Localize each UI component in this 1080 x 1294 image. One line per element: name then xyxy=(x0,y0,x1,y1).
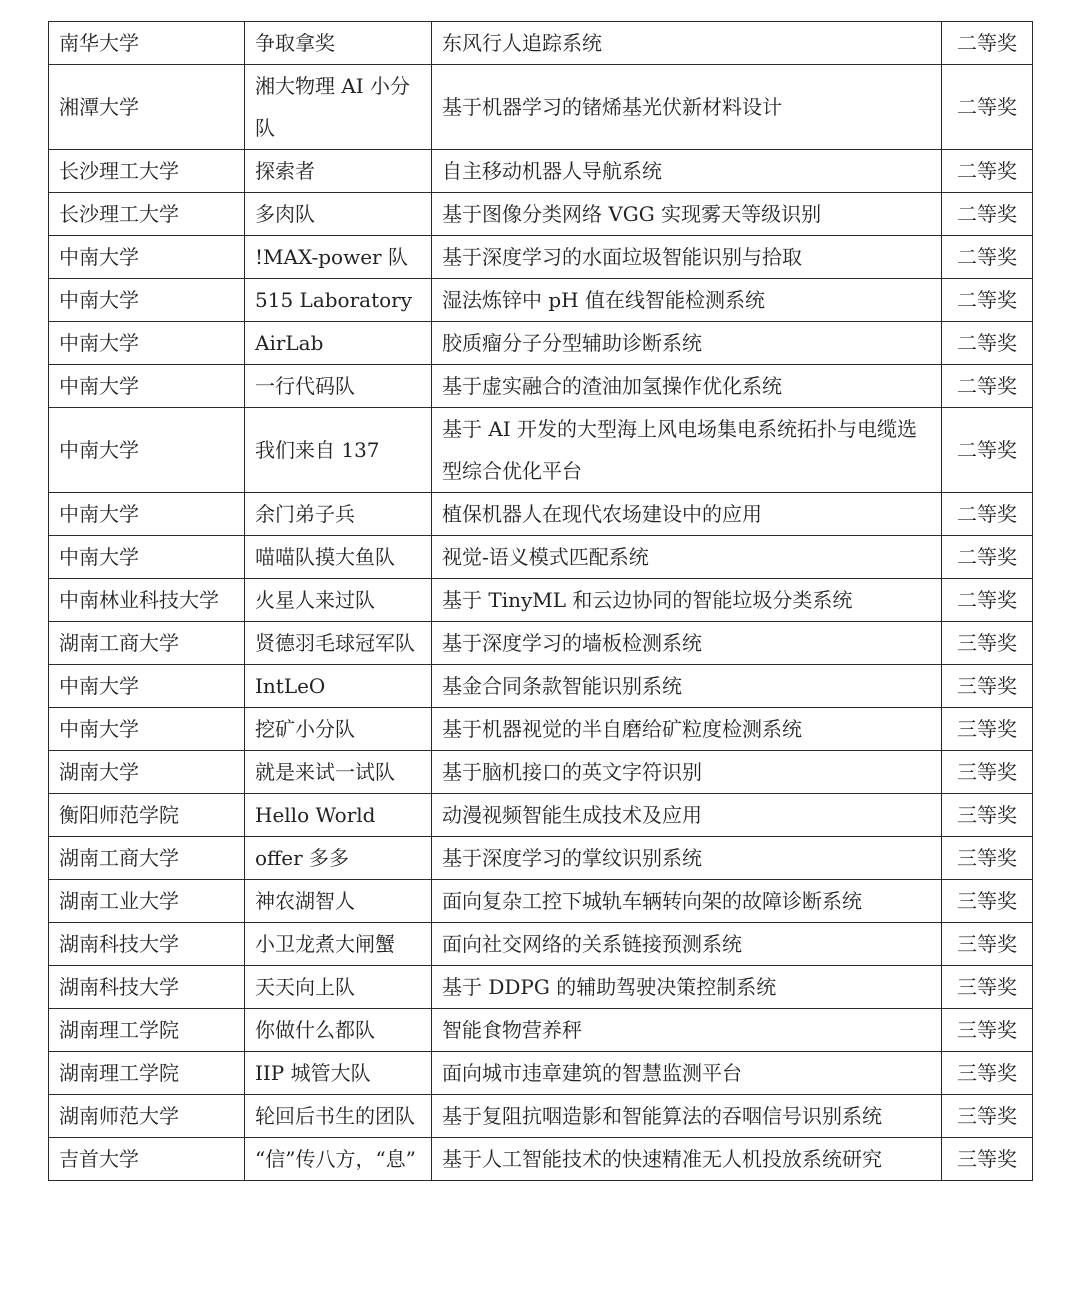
team-cell: 515 Laboratory xyxy=(245,279,432,322)
table-row xyxy=(49,408,1033,493)
school-cell: 中南大学 xyxy=(49,236,245,279)
table-row xyxy=(49,493,1033,536)
award-cell: 二等奖 xyxy=(942,193,1033,236)
school-cell: 湖南大学 xyxy=(49,751,245,794)
project-cell: 东风行人追踪系统 xyxy=(432,22,942,65)
award-cell: 三等奖 xyxy=(942,1095,1033,1138)
school-cell: 中南大学 xyxy=(49,708,245,751)
award-cell: 二等奖 xyxy=(942,22,1033,65)
project-cell: 基于机器学习的锗烯基光伏新材料设计 xyxy=(432,65,942,150)
team-cell: 喵喵队摸大鱼队 xyxy=(245,536,432,579)
team-cell: 贤德羽毛球冠军队 xyxy=(245,622,432,665)
school-cell: 中南大学 xyxy=(49,408,245,493)
school-cell: 湖南工商大学 xyxy=(49,837,245,880)
team-cell: 轮回后书生的团队 xyxy=(245,1095,432,1138)
award-cell: 二等奖 xyxy=(942,493,1033,536)
table-row xyxy=(49,794,1033,837)
award-cell: 三等奖 xyxy=(942,665,1033,708)
award-cell: 三等奖 xyxy=(942,794,1033,837)
team-cell: “信”传八方，“息” xyxy=(245,1138,432,1181)
table-row xyxy=(49,1138,1033,1181)
school-cell: 中南林业科技大学 xyxy=(49,579,245,622)
project-cell: 基于 TinyML 和云边协同的智能垃圾分类系统 xyxy=(432,579,942,622)
table-row xyxy=(49,1095,1033,1138)
school-cell: 湘潭大学 xyxy=(49,65,245,150)
team-cell: 一行代码队 xyxy=(245,365,432,408)
awards-table xyxy=(48,21,1033,1181)
school-cell: 湖南科技大学 xyxy=(49,966,245,1009)
table-row xyxy=(49,665,1033,708)
team-cell: 争取拿奖 xyxy=(245,22,432,65)
team-cell: 就是来试一试队 xyxy=(245,751,432,794)
table-row xyxy=(49,579,1033,622)
table-row xyxy=(49,193,1033,236)
school-cell: 长沙理工大学 xyxy=(49,193,245,236)
project-cell: 视觉-语义模式匹配系统 xyxy=(432,536,942,579)
team-cell: 小卫龙煮大闸蟹 xyxy=(245,923,432,966)
school-cell: 中南大学 xyxy=(49,536,245,579)
school-cell: 长沙理工大学 xyxy=(49,150,245,193)
table-row xyxy=(49,837,1033,880)
project-cell: 基于深度学习的掌纹识别系统 xyxy=(432,837,942,880)
award-cell: 三等奖 xyxy=(942,880,1033,923)
project-cell: 面向社交网络的关系链接预测系统 xyxy=(432,923,942,966)
team-cell: 你做什么都队 xyxy=(245,1009,432,1052)
award-cell: 二等奖 xyxy=(942,365,1033,408)
project-cell: 面向复杂工控下城轨车辆转向架的故障诊断系统 xyxy=(432,880,942,923)
project-cell: 基于人工智能技术的快速精准无人机投放系统研究 xyxy=(432,1138,942,1181)
project-cell: 基于深度学习的墙板检测系统 xyxy=(432,622,942,665)
project-cell: 湿法炼锌中 pH 值在线智能检测系统 xyxy=(432,279,942,322)
award-cell: 三等奖 xyxy=(942,966,1033,1009)
awards-table-body xyxy=(49,22,1033,1181)
team-cell: Hello World xyxy=(245,794,432,837)
project-cell: 基于脑机接口的英文字符识别 xyxy=(432,751,942,794)
award-cell: 二等奖 xyxy=(942,408,1033,493)
project-cell: 面向城市违章建筑的智慧监测平台 xyxy=(432,1052,942,1095)
team-cell: 神农湖智人 xyxy=(245,880,432,923)
school-cell: 湖南师范大学 xyxy=(49,1095,245,1138)
table-row xyxy=(49,536,1033,579)
school-cell: 湖南理工学院 xyxy=(49,1009,245,1052)
award-cell: 二等奖 xyxy=(942,579,1033,622)
project-cell: 基于机器视觉的半自磨给矿粒度检测系统 xyxy=(432,708,942,751)
table-row xyxy=(49,622,1033,665)
table-row xyxy=(49,966,1033,1009)
award-cell: 二等奖 xyxy=(942,536,1033,579)
table-row xyxy=(49,236,1033,279)
team-cell: AirLab xyxy=(245,322,432,365)
table-row xyxy=(49,279,1033,322)
table-row xyxy=(49,880,1033,923)
team-cell: !MAX-power 队 xyxy=(245,236,432,279)
award-cell: 二等奖 xyxy=(942,236,1033,279)
table-row xyxy=(49,751,1033,794)
project-cell: 植保机器人在现代农场建设中的应用 xyxy=(432,493,942,536)
school-cell: 湖南理工学院 xyxy=(49,1052,245,1095)
award-cell: 三等奖 xyxy=(942,923,1033,966)
team-cell: 探索者 xyxy=(245,150,432,193)
award-cell: 二等奖 xyxy=(942,322,1033,365)
team-cell: 余门弟子兵 xyxy=(245,493,432,536)
team-cell: 天天向上队 xyxy=(245,966,432,1009)
table-row xyxy=(49,150,1033,193)
school-cell: 衡阳师范学院 xyxy=(49,794,245,837)
award-cell: 三等奖 xyxy=(942,1138,1033,1181)
school-cell: 中南大学 xyxy=(49,322,245,365)
table-row xyxy=(49,22,1033,65)
award-cell: 三等奖 xyxy=(942,751,1033,794)
award-cell: 三等奖 xyxy=(942,1009,1033,1052)
team-cell: 挖矿小分队 xyxy=(245,708,432,751)
team-cell: offer 多多 xyxy=(245,837,432,880)
award-cell: 三等奖 xyxy=(942,708,1033,751)
team-cell: IntLeO xyxy=(245,665,432,708)
table-row xyxy=(49,65,1033,150)
project-cell: 自主移动机器人导航系统 xyxy=(432,150,942,193)
school-cell: 中南大学 xyxy=(49,665,245,708)
school-cell: 南华大学 xyxy=(49,22,245,65)
award-cell: 三等奖 xyxy=(942,1052,1033,1095)
team-cell: 火星人来过队 xyxy=(245,579,432,622)
school-cell: 吉首大学 xyxy=(49,1138,245,1181)
team-cell: 湘大物理 AI 小分队 xyxy=(245,65,432,150)
project-cell: 基于深度学习的水面垃圾智能识别与拾取 xyxy=(432,236,942,279)
school-cell: 中南大学 xyxy=(49,365,245,408)
project-cell: 基于虚实融合的渣油加氢操作优化系统 xyxy=(432,365,942,408)
award-cell: 二等奖 xyxy=(942,65,1033,150)
project-cell: 动漫视频智能生成技术及应用 xyxy=(432,794,942,837)
school-cell: 中南大学 xyxy=(49,279,245,322)
table-row xyxy=(49,1052,1033,1095)
project-cell: 基于复阻抗咽造影和智能算法的吞咽信号识别系统 xyxy=(432,1095,942,1138)
table-row xyxy=(49,365,1033,408)
team-cell: IIP 城管大队 xyxy=(245,1052,432,1095)
award-cell: 二等奖 xyxy=(942,150,1033,193)
school-cell: 湖南科技大学 xyxy=(49,923,245,966)
school-cell: 中南大学 xyxy=(49,493,245,536)
table-row xyxy=(49,322,1033,365)
award-cell: 三等奖 xyxy=(942,837,1033,880)
table-row xyxy=(49,708,1033,751)
award-cell: 二等奖 xyxy=(942,279,1033,322)
project-cell: 基于图像分类网络 VGG 实现雾天等级识别 xyxy=(432,193,942,236)
award-cell: 三等奖 xyxy=(942,622,1033,665)
project-cell: 智能食物营养秤 xyxy=(432,1009,942,1052)
team-cell: 我们来自 137 xyxy=(245,408,432,493)
school-cell: 湖南工商大学 xyxy=(49,622,245,665)
project-cell: 基于 DDPG 的辅助驾驶决策控制系统 xyxy=(432,966,942,1009)
project-cell: 基于 AI 开发的大型海上风电场集电系统拓扑与电缆选型综合优化平台 xyxy=(432,408,942,493)
table-row xyxy=(49,923,1033,966)
table-row xyxy=(49,1009,1033,1052)
school-cell: 湖南工业大学 xyxy=(49,880,245,923)
project-cell: 基金合同条款智能识别系统 xyxy=(432,665,942,708)
team-cell: 多肉队 xyxy=(245,193,432,236)
project-cell: 胶质瘤分子分型辅助诊断系统 xyxy=(432,322,942,365)
